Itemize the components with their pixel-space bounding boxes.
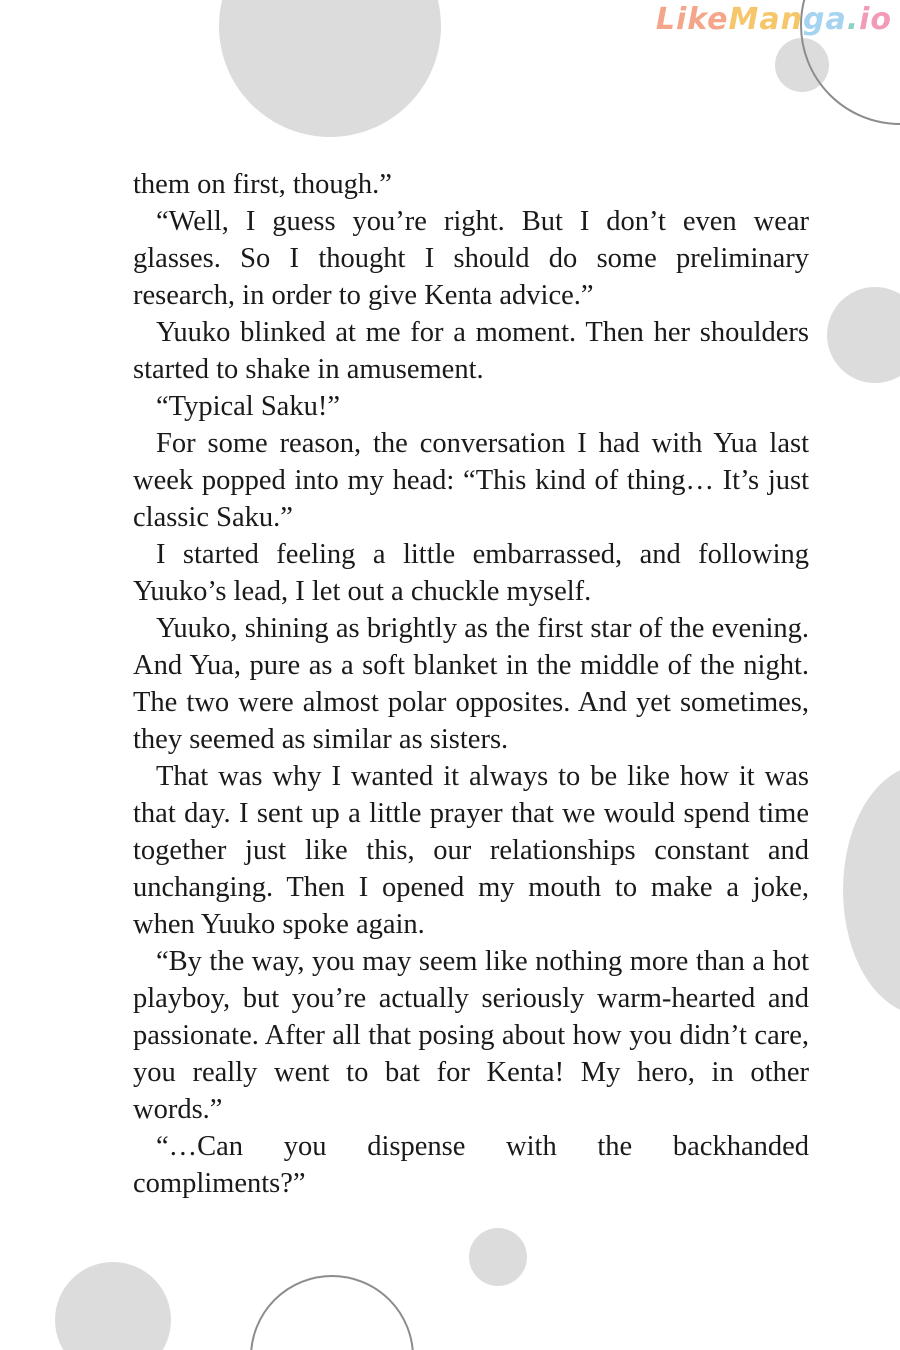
paragraph: Yuuko, shining as brightly as the first star of the evening. And Yua, pure as a soft blanket in the middle of the night. The two were almost polar opposites. And yet sometimes, they seemed as similar as sisters. — [133, 613, 809, 755]
paragraph: That was why I wanted it always to be like how it was that day. I sent up a little prayer that we would spend time together just like this, our relationships constant and unchanging. Then I opened my mouth to make a joke, when Yuuko spoke again. — [133, 761, 809, 940]
watermark-part: Man — [728, 2, 803, 37]
decor-circle-right-middle — [843, 765, 900, 1015]
decor-circle-bottom-middle — [469, 1228, 527, 1286]
decor-ring-bottom-left — [250, 1275, 414, 1350]
paragraph: “…Can you dispense with the backhanded compliments?” — [133, 1131, 809, 1199]
decor-circle-top-center — [219, 0, 441, 137]
site-watermark — [656, 2, 892, 37]
paragraph: “By the way, you may seem like nothing more than a hot playboy, but you’re actually seriously warm-hearted and passionate. After all that posing about how you didn’t care, you really went to bat for Kenta! My hero, in other words.” — [133, 946, 809, 1125]
decor-circle-right-upper — [827, 287, 900, 383]
paragraph: “Typical Saku!” — [156, 391, 340, 422]
story-text — [133, 166, 809, 1202]
paragraph: For some reason, the conversation I had with Yua last week popped into my head: “This kind of thing… It’s just classic Saku.” — [133, 428, 809, 533]
paragraph: them on first, though.” — [133, 169, 392, 200]
watermark-part: . — [846, 2, 860, 37]
paragraph: I started feeling a little embarrassed, and following Yuuko’s lead, I let out a chuckle myself. — [133, 539, 809, 607]
watermark-part: ga — [802, 2, 847, 37]
paragraph: Yuuko blinked at me for a moment. Then her shoulders started to shake in amusement. — [133, 317, 809, 385]
decor-circle-bottom-left — [55, 1262, 171, 1350]
paragraph: “Well, I guess you’re right. But I don’t even wear glasses. So I thought I should do some preliminary research, in order to give Kenta advice.” — [133, 206, 809, 311]
watermark-part: io — [859, 2, 892, 37]
watermark-part: Like — [655, 2, 729, 37]
